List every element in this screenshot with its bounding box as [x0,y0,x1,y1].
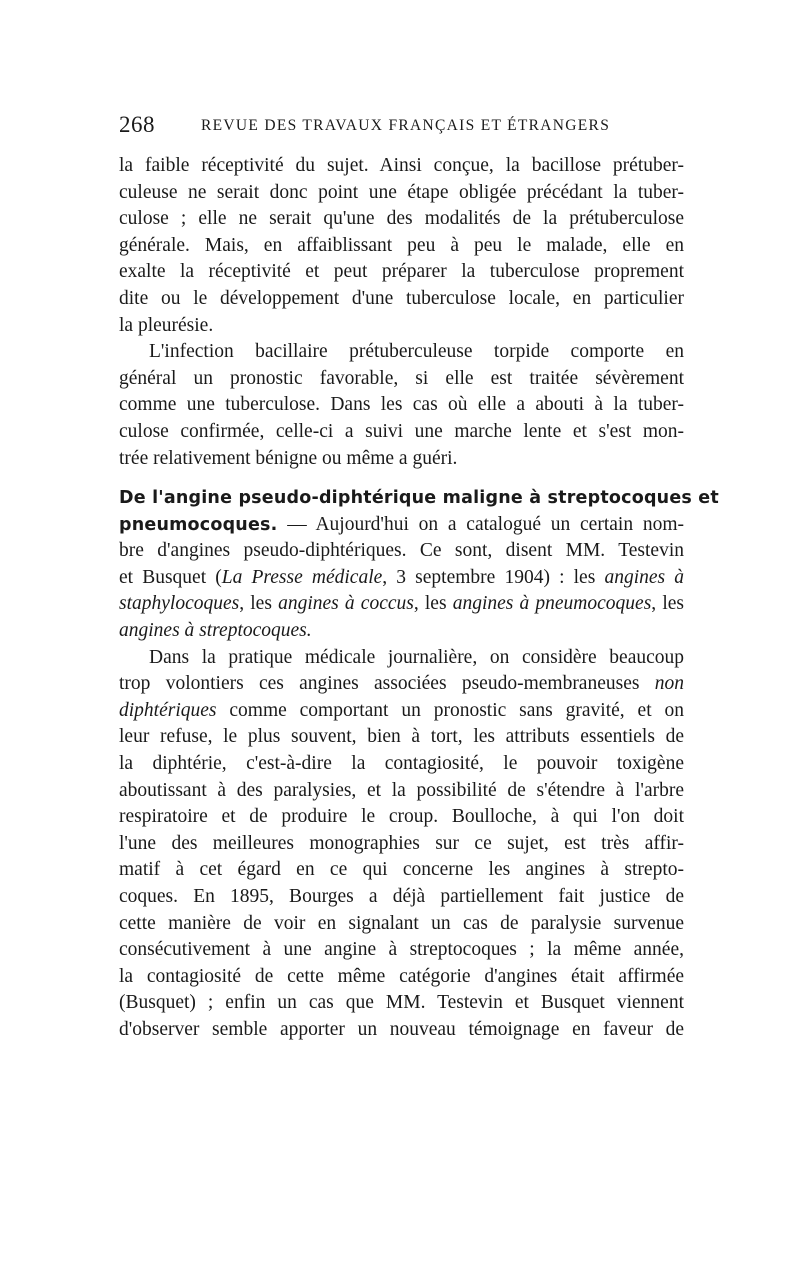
italic-run: La Presse médicale [221,566,383,588]
italic-run: angines à pneumocoques [452,593,652,615]
text-run: , les [413,593,453,615]
text-line: culose ; elle ne serait qu'une des modalités de la prétuberculose [119,208,684,230]
text-line: Dans la pratique médicale journalière, on considère beaucoup [149,646,684,668]
text-run: trop volontiers ces angines associées pseudo-membraneuses [119,673,655,695]
text-block-upper [119,153,684,472]
text-run: et Busquet ( [119,566,222,588]
text-run: , les [239,593,279,615]
text-line: la pleurésie. [119,314,214,336]
text-line: L'infection bacillaire prétuberculeuse torpide comporte en [149,341,684,363]
text-line: général un pronostic favorable, si elle est traitée sévèrement [119,367,684,389]
section-title [119,485,719,512]
text-run: , 3 septembre 1904) : les [382,566,605,588]
page-number: 268 [119,112,155,137]
text-line [119,671,684,698]
text-line [119,565,684,592]
text-line: générale. Mais, en affaiblissant peu à peu le malade, elle en [119,234,684,256]
text-line: la diphtérie, c'est-à-dire la contagiosité, le pouvoir toxigène [119,752,684,774]
section-title-text: De l'angine pseudo-diphtérique maligne à streptocoques et [119,488,719,508]
text-line: culose confirmée, celle-ci a suivi une marche lente et s'est mon- [119,420,684,442]
text-line: culeuse ne serait donc point une étape obligée précédant la tuber- [119,181,684,203]
italic-run: non [654,673,684,695]
text-run: comme comportant un pronostic sans gravité, et on [216,699,684,721]
text-line: leur refuse, le plus souvent, bien à tort, les attributs essentiels de [119,726,684,748]
italic-run: angines à streptocoques. [119,619,312,641]
text-run: , les [651,593,684,615]
text-line: aboutissant à des paralysies, et la possibilité de s'étendre à l'arbre [119,779,684,801]
text-line: l'une des meilleures monographies sur ce sujet, est très affir- [119,832,684,854]
text-line [119,618,684,645]
running-head: REVUE DES TRAVAUX FRANÇAIS ET ÉTRANGERS [201,117,611,134]
text-line: la contagiosité de cette même catégorie d'angines était affirmée [119,965,684,987]
text-run: — Aujourd'hui on a catalogué un certain nom- [277,513,684,535]
italic-run: angines à coccus [278,593,414,615]
text-line: bre d'angines pseudo-diphtériques. Ce sont, disent MM. Testevin [119,540,684,562]
text-line: exalte la réceptivité et peut préparer la tuberculose proprement [119,261,684,283]
text-line: d'observer semble apporter un nouveau témoignage en faveur de [119,1018,684,1040]
text-line [119,512,684,539]
text-line: trée relativement bénigne ou même a guéri. [119,447,458,469]
text-line [119,591,684,618]
text-line: respiratoire et de produire le croup. Boulloche, à qui l'on doit [119,806,684,828]
text-line: coques. En 1895, Bourges a déjà partiellement fait justice de [119,885,684,907]
text-line: la faible réceptivité du sujet. Ainsi conçue, la bacillose prétuber- [119,155,684,176]
text-line: dite ou le développement d'une tuberculose locale, en particulier [119,287,684,309]
italic-run: angines à [604,566,684,588]
text-line: comme une tuberculose. Dans les cas où elle a abouti à la tuber- [119,394,684,416]
italic-run: staphylocoques [119,593,240,615]
text-line: (Busquet) ; enfin un cas que MM. Testevin et Busquet viennent [119,992,684,1014]
text-line [119,698,684,725]
text-line: cette manière de voir en signalant un cas de paralysie survenue [119,912,684,934]
text-line: matif à cet égard en ce qui concerne les angines à strepto- [119,859,684,881]
text-block-section [119,485,719,1043]
italic-run: diphtériques [119,699,217,721]
section-title-end: pneumocoques. [119,514,278,535]
page-header [119,112,625,142]
text-line: consécutivement à une angine à streptocoques ; la même année, [119,939,684,961]
